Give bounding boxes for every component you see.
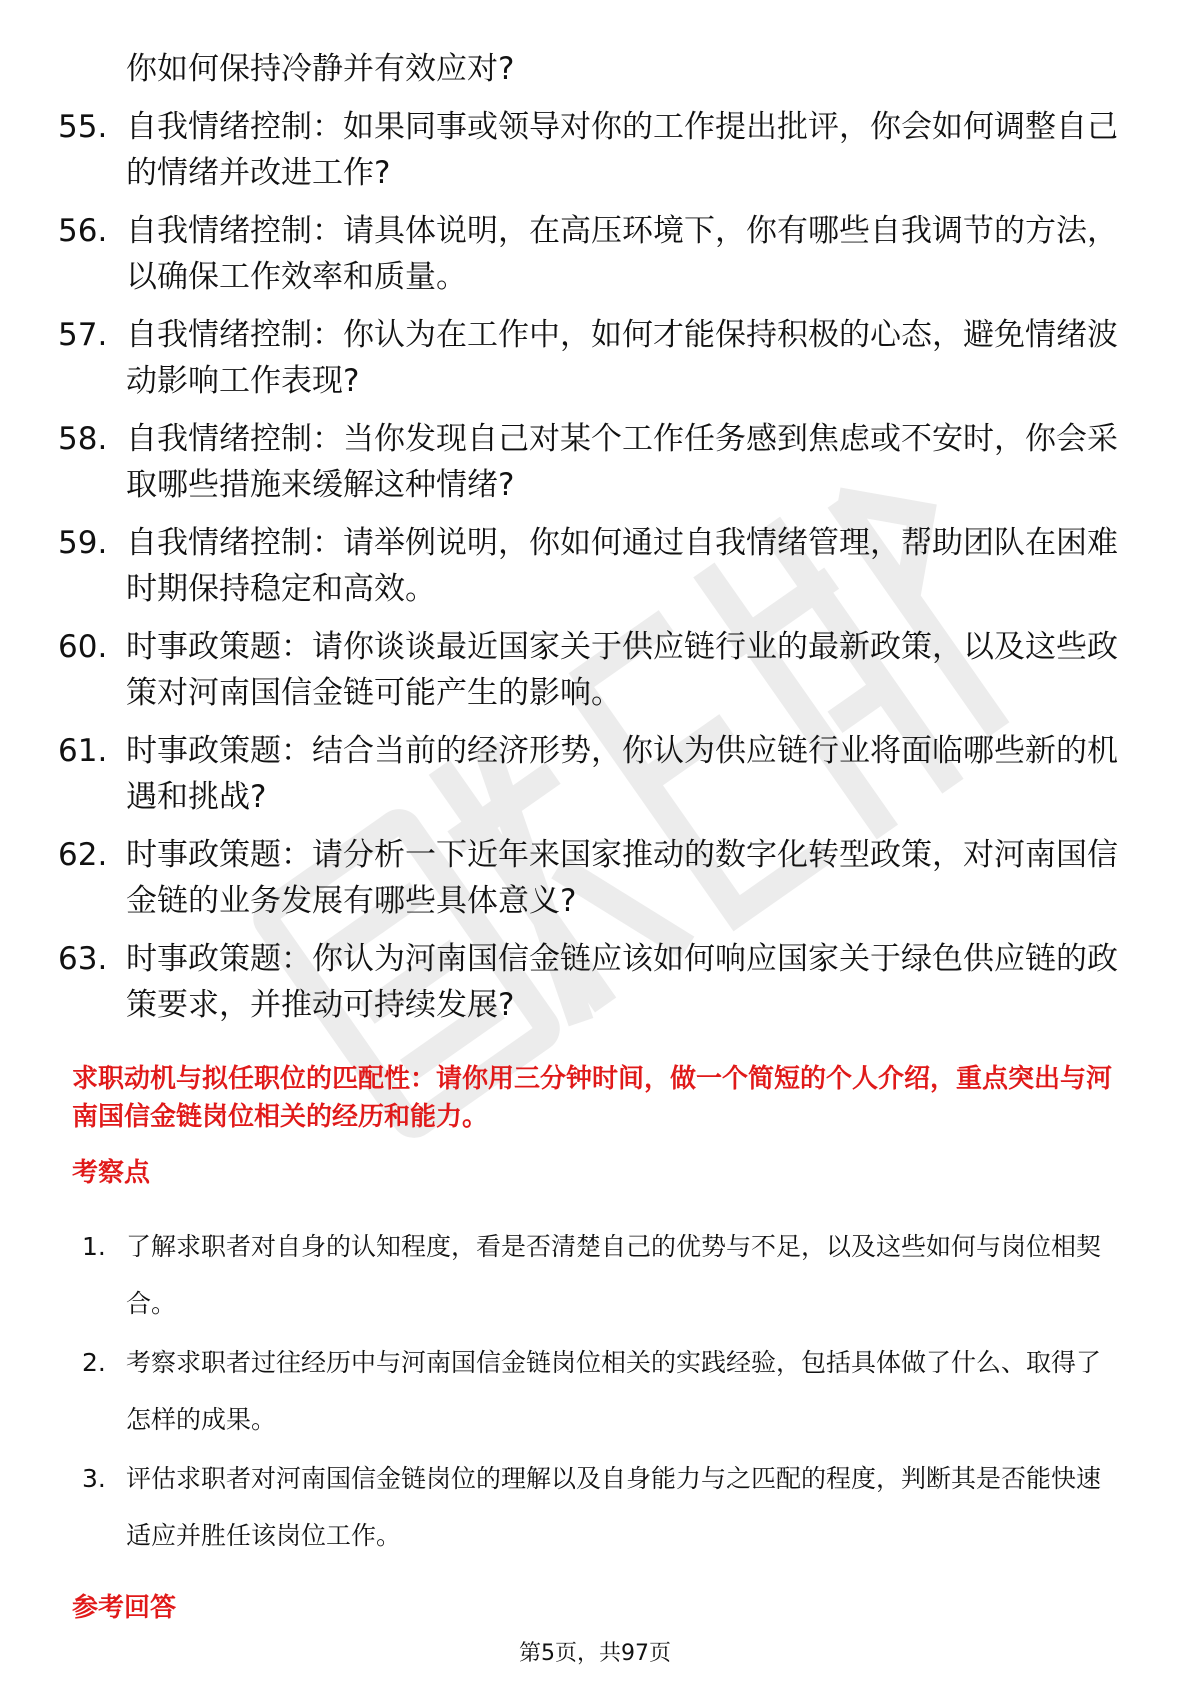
point-text: 评估求职者对河南国信金链岗位的理解以及自身能力与之匹配的程度，判断其是否能快速适应并胜任该岗位工作。 — [126, 1464, 1102, 1550]
point-number: 3. — [82, 1464, 106, 1493]
reference-answer-title: 参考回答 — [72, 1593, 177, 1623]
question-item — [58, 416, 1128, 508]
question-number: 55. — [58, 109, 108, 145]
question-number: 63. — [58, 941, 108, 977]
question-continuation: 你如何保持冷静并有效应对? — [126, 51, 515, 87]
question-item — [58, 936, 1128, 1028]
point-text: 考察求职者过往经历中与河南国信金链岗位相关的实践经验，包括具体做了什么、取得了怎样的成果。 — [126, 1348, 1102, 1434]
question-number: 62. — [58, 837, 108, 873]
question-text: 自我情绪控制：如果同事或领导对你的工作提出批评，你会如何调整自己的情绪并改进工作? — [126, 109, 1118, 191]
question-text: 时事政策题：结合当前的经济形势，你认为供应链行业将面临哪些新的机遇和挑战? — [126, 733, 1118, 815]
question-text: 时事政策题：请你谈谈最近国家关于供应链行业的最新政策，以及这些政策对河南国信金链可能产生的影响。 — [126, 629, 1118, 711]
point-number: 2. — [82, 1348, 106, 1377]
page-footer: 第5页，共97页 — [519, 1641, 671, 1666]
question-item — [58, 208, 1128, 300]
question-number: 59. — [58, 525, 108, 561]
question-number: 56. — [58, 213, 108, 249]
question-item — [58, 520, 1128, 612]
question-number: 60. — [58, 629, 108, 665]
assessment-points — [82, 1218, 1122, 1566]
question-list — [58, 46, 1128, 1040]
question-item — [58, 728, 1128, 820]
question-text: 时事政策题：你认为河南国信金链应该如何响应国家关于绿色供应链的政策要求，并推动可持续发展? — [126, 941, 1118, 1023]
question-text: 自我情绪控制：请具体说明，在高压环境下，你有哪些自我调节的方法，以确保工作效率和质量。 — [126, 213, 1118, 295]
question-number: 61. — [58, 733, 108, 769]
question-number: 57. — [58, 317, 108, 353]
question-number: 58. — [58, 421, 108, 457]
point-text: 了解求职者对自身的认知程度，看是否清楚自己的优势与不足，以及这些如何与岗位相契合。 — [126, 1232, 1102, 1318]
point-number: 1. — [82, 1232, 106, 1261]
question-item — [58, 624, 1128, 716]
question-text: 自我情绪控制：请举例说明，你如何通过自我情绪管理，帮助团队在困难时期保持稳定和高效。 — [126, 525, 1118, 607]
question-item — [58, 832, 1128, 924]
question-text: 自我情绪控制：你认为在工作中，如何才能保持积极的心态，避免情绪波动影响工作表现? — [126, 317, 1118, 399]
question-item — [58, 104, 1128, 196]
highlight-question: 求职动机与拟任职位的匹配性：请你用三分钟时间，做一个简短的个人介绍，重点突出与河南国信金链岗位相关的经历和能力。 — [72, 1064, 1113, 1132]
assessment-title: 考察点 — [72, 1158, 151, 1188]
question-text: 时事政策题：请分析一下近年来国家推动的数字化转型政策，对河南国信金链的业务发展有哪些具体意义? — [126, 837, 1118, 919]
assessment-point — [82, 1334, 1122, 1448]
question-item — [58, 312, 1128, 404]
assessment-point — [82, 1218, 1122, 1332]
assessment-point — [82, 1450, 1122, 1564]
question-text: 自我情绪控制：当你发现自己对某个工作任务感到焦虑或不安时，你会采取哪些措施来缓解这种情绪? — [126, 421, 1118, 503]
